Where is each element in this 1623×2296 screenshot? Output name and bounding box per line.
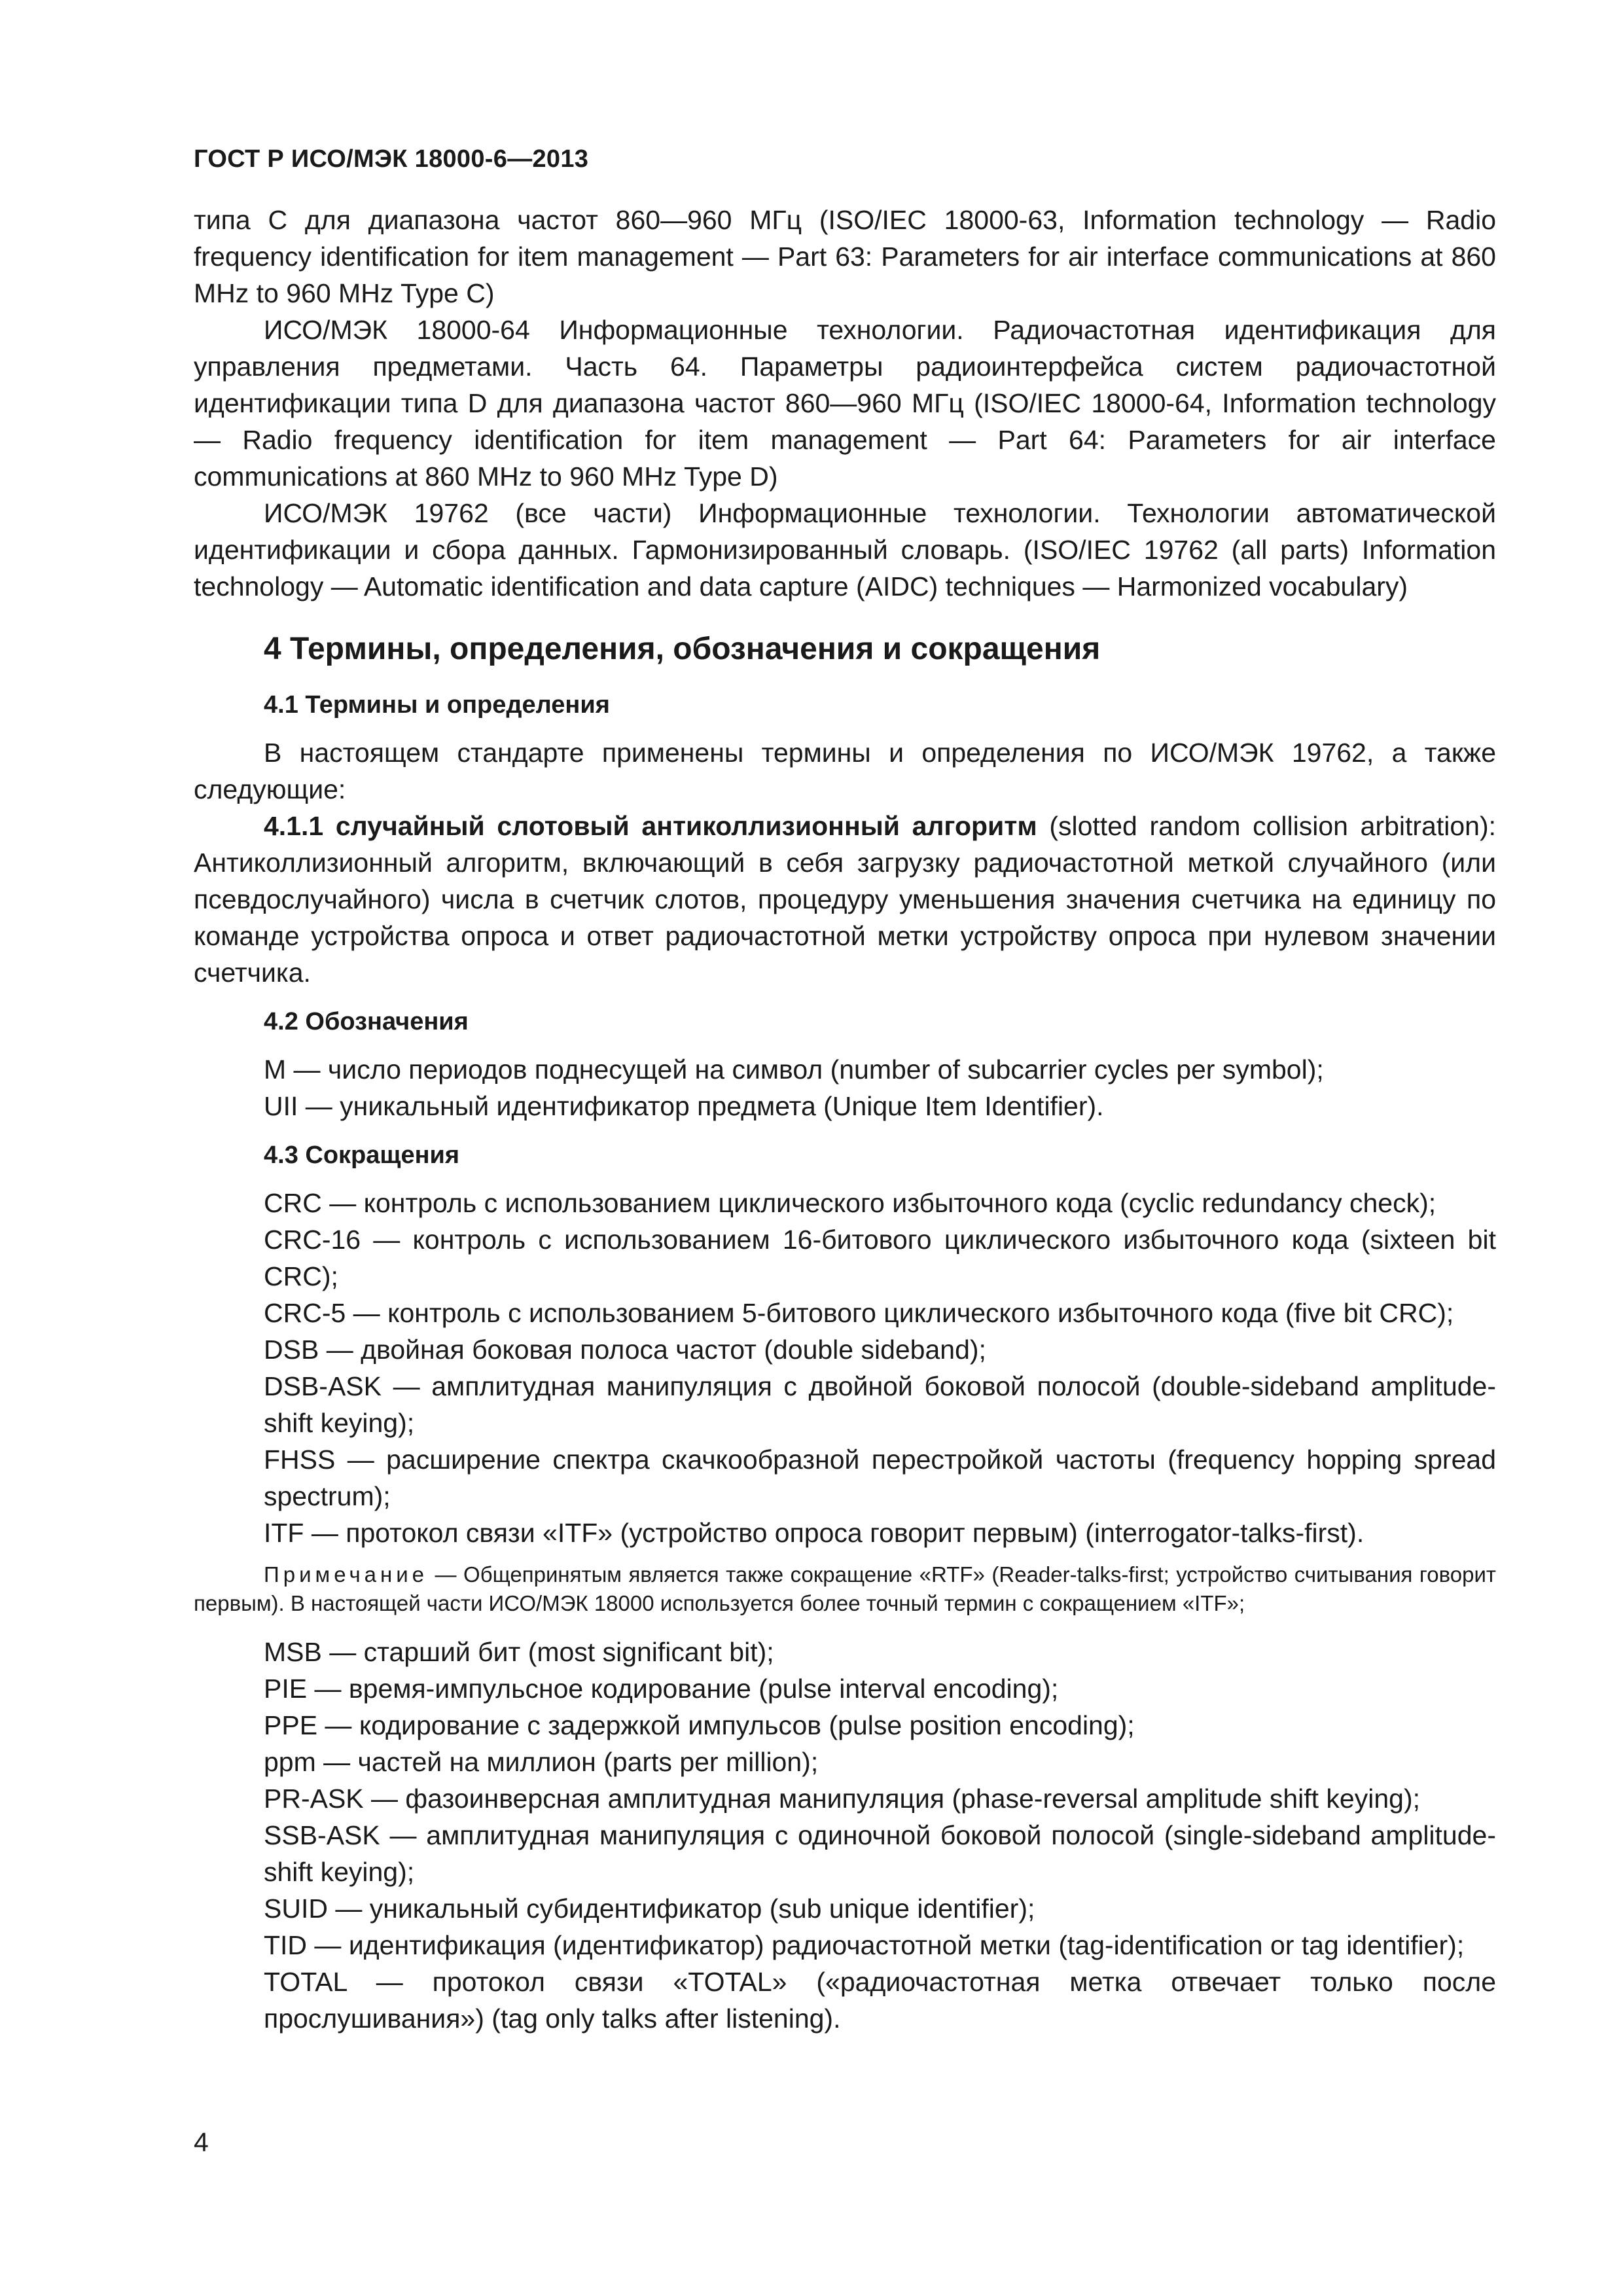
document-body: [194, 202, 1496, 2037]
section-title: 4 Термины, определения, обозначения и сокращения: [264, 632, 1101, 666]
document-page: [194, 0, 1496, 2296]
list-item: MSB — старший бит (most significant bit);: [264, 1637, 774, 1667]
list-item: PR-ASK — фазоинверсная амплитудная манипуляция (phase-reversal amplitude shift keying);: [264, 1784, 1420, 1814]
note-label: Примечание: [264, 1562, 429, 1587]
list-item: DSB — двойная боковая полоса частот (double sideband);: [264, 1335, 986, 1365]
reference-paragraph: ИСО/МЭК 18000-64 Информационные технологии. Радиочастотная идентификация для управления предметами. Часть 64. Параметры радиоинтерфейса систем радиочастотной идентификации типа D для диапазона частот 860—960 МГц (ISO/IEC 18000-64, Information technology — Radio frequency identification for item management — Part 64: Parameters for air interface communications at 860 MHz to 960 MHz Type D): [194, 315, 1496, 492]
list-item: FHSS — расширение спектра скачкообразной перестройкой частоты (frequency hopping spread spectrum);: [264, 1444, 1496, 1511]
list-item: DSB-ASK — амплитудная манипуляция с двойной боковой полосой (double-sideband amplitude-shift keying);: [264, 1371, 1496, 1438]
list-item: TOTAL — протокол связи «TOTAL» («радиочастотная метка отвечает только после прослушивания») (tag only talks after listening).: [264, 1967, 1496, 2034]
list-item: CRC — контроль с использованием циклического избыточного кода (cyclic redundancy check);: [264, 1188, 1436, 1218]
list-item: M — число периодов поднесущей на символ (number of subcarrier cycles per symbol);: [264, 1054, 1324, 1085]
abbreviations-list: [194, 1185, 1496, 1551]
list-item: CRC-5 — контроль с использованием 5-битового циклического избыточного кода (five bit CRC);: [264, 1298, 1454, 1328]
term-definition: [194, 808, 1496, 991]
list-item: PPE — кодирование с задержкой импульсов (pulse position encoding);: [264, 1710, 1135, 1740]
subsection-title: 4.1 Термины и определения: [264, 691, 610, 719]
list-item: SUID — уникальный субидентификатор (sub unique identifier);: [264, 1893, 1035, 1924]
reference-paragraph: типа С для диапазона частот 860—960 МГц (ISO/IEC 18000-63, Information technology — Radio frequency identification for item management — Part 63: Parameters for air interface communications at 860 MHz to 960 MHz Type C): [194, 205, 1496, 308]
intro-paragraph: В настоящем стандарте применены термины и определения по ИСО/МЭК 19762, а также следующие:: [194, 738, 1496, 804]
list-item: PIE — время-импульсное кодирование (pulse interval encoding);: [264, 1674, 1059, 1704]
symbols-list: [194, 1051, 1496, 1124]
reference-paragraph: ИСО/МЭК 19762 (все части) Информационные технологии. Технологии автоматической идентификации и сбора данных. Гармонизированный словарь. (ISO/IEC 19762 (all parts) Information technology — Automatic identification and data capture (AIDC) techniques — Harmonized vocabulary): [194, 498, 1496, 601]
list-item: SSB-ASK — амплитудная манипуляция с одиночной боковой полосой (single-sideband amplitude-shift keying);: [264, 1820, 1496, 1887]
list-item: CRC-16 — контроль с использованием 16-битового циклического избыточного кода (sixteen bit CRC);: [264, 1225, 1496, 1291]
note-paragraph: [194, 1560, 1496, 1618]
list-item: TID — идентификация (идентификатор) радиочастотной метки (tag-identification or tag identifier);: [264, 1930, 1465, 1960]
page-number: 4: [194, 2127, 209, 2157]
abbreviations-list-continued: [194, 1634, 1496, 2037]
list-item: ITF — протокол связи «ITF» (устройство опроса говорит первым) (interrogator-talks-first).: [264, 1518, 1364, 1548]
subsection-title: 4.2 Обозначения: [264, 1008, 469, 1035]
list-item: ppm — частей на миллион (parts per million);: [264, 1747, 819, 1777]
term-body: (slotted random collision arbitration): Антиколлизионный алгоритм, включающий в себя загрузку радиочастотной меткой случайного (или псевдослучайного) числа в счетчик слотов, процедуру уменьшения значения счетчика на единицу по команде устройства опроса и ответ радиочастотной метки устройству опроса при нулевом значении счетчика.: [194, 811, 1496, 988]
document-header: ГОСТ Р ИСО/МЭК 18000-6—2013: [194, 145, 589, 173]
note-text: — Общепринятым является также сокращение «RTF» (Reader-talks-first; устройство считывания говорит первым). В настоящей части ИСО/МЭК 18000 используется более точный термин с сокращением «ITF»;: [194, 1562, 1496, 1615]
term-heading: 4.1.1 случайный слотовый антиколлизионный алгоритм: [264, 811, 1037, 841]
list-item: UII — уникальный идентификатор предмета (Unique Item Identifier).: [264, 1091, 1104, 1121]
subsection-title: 4.3 Сокращения: [264, 1141, 460, 1169]
